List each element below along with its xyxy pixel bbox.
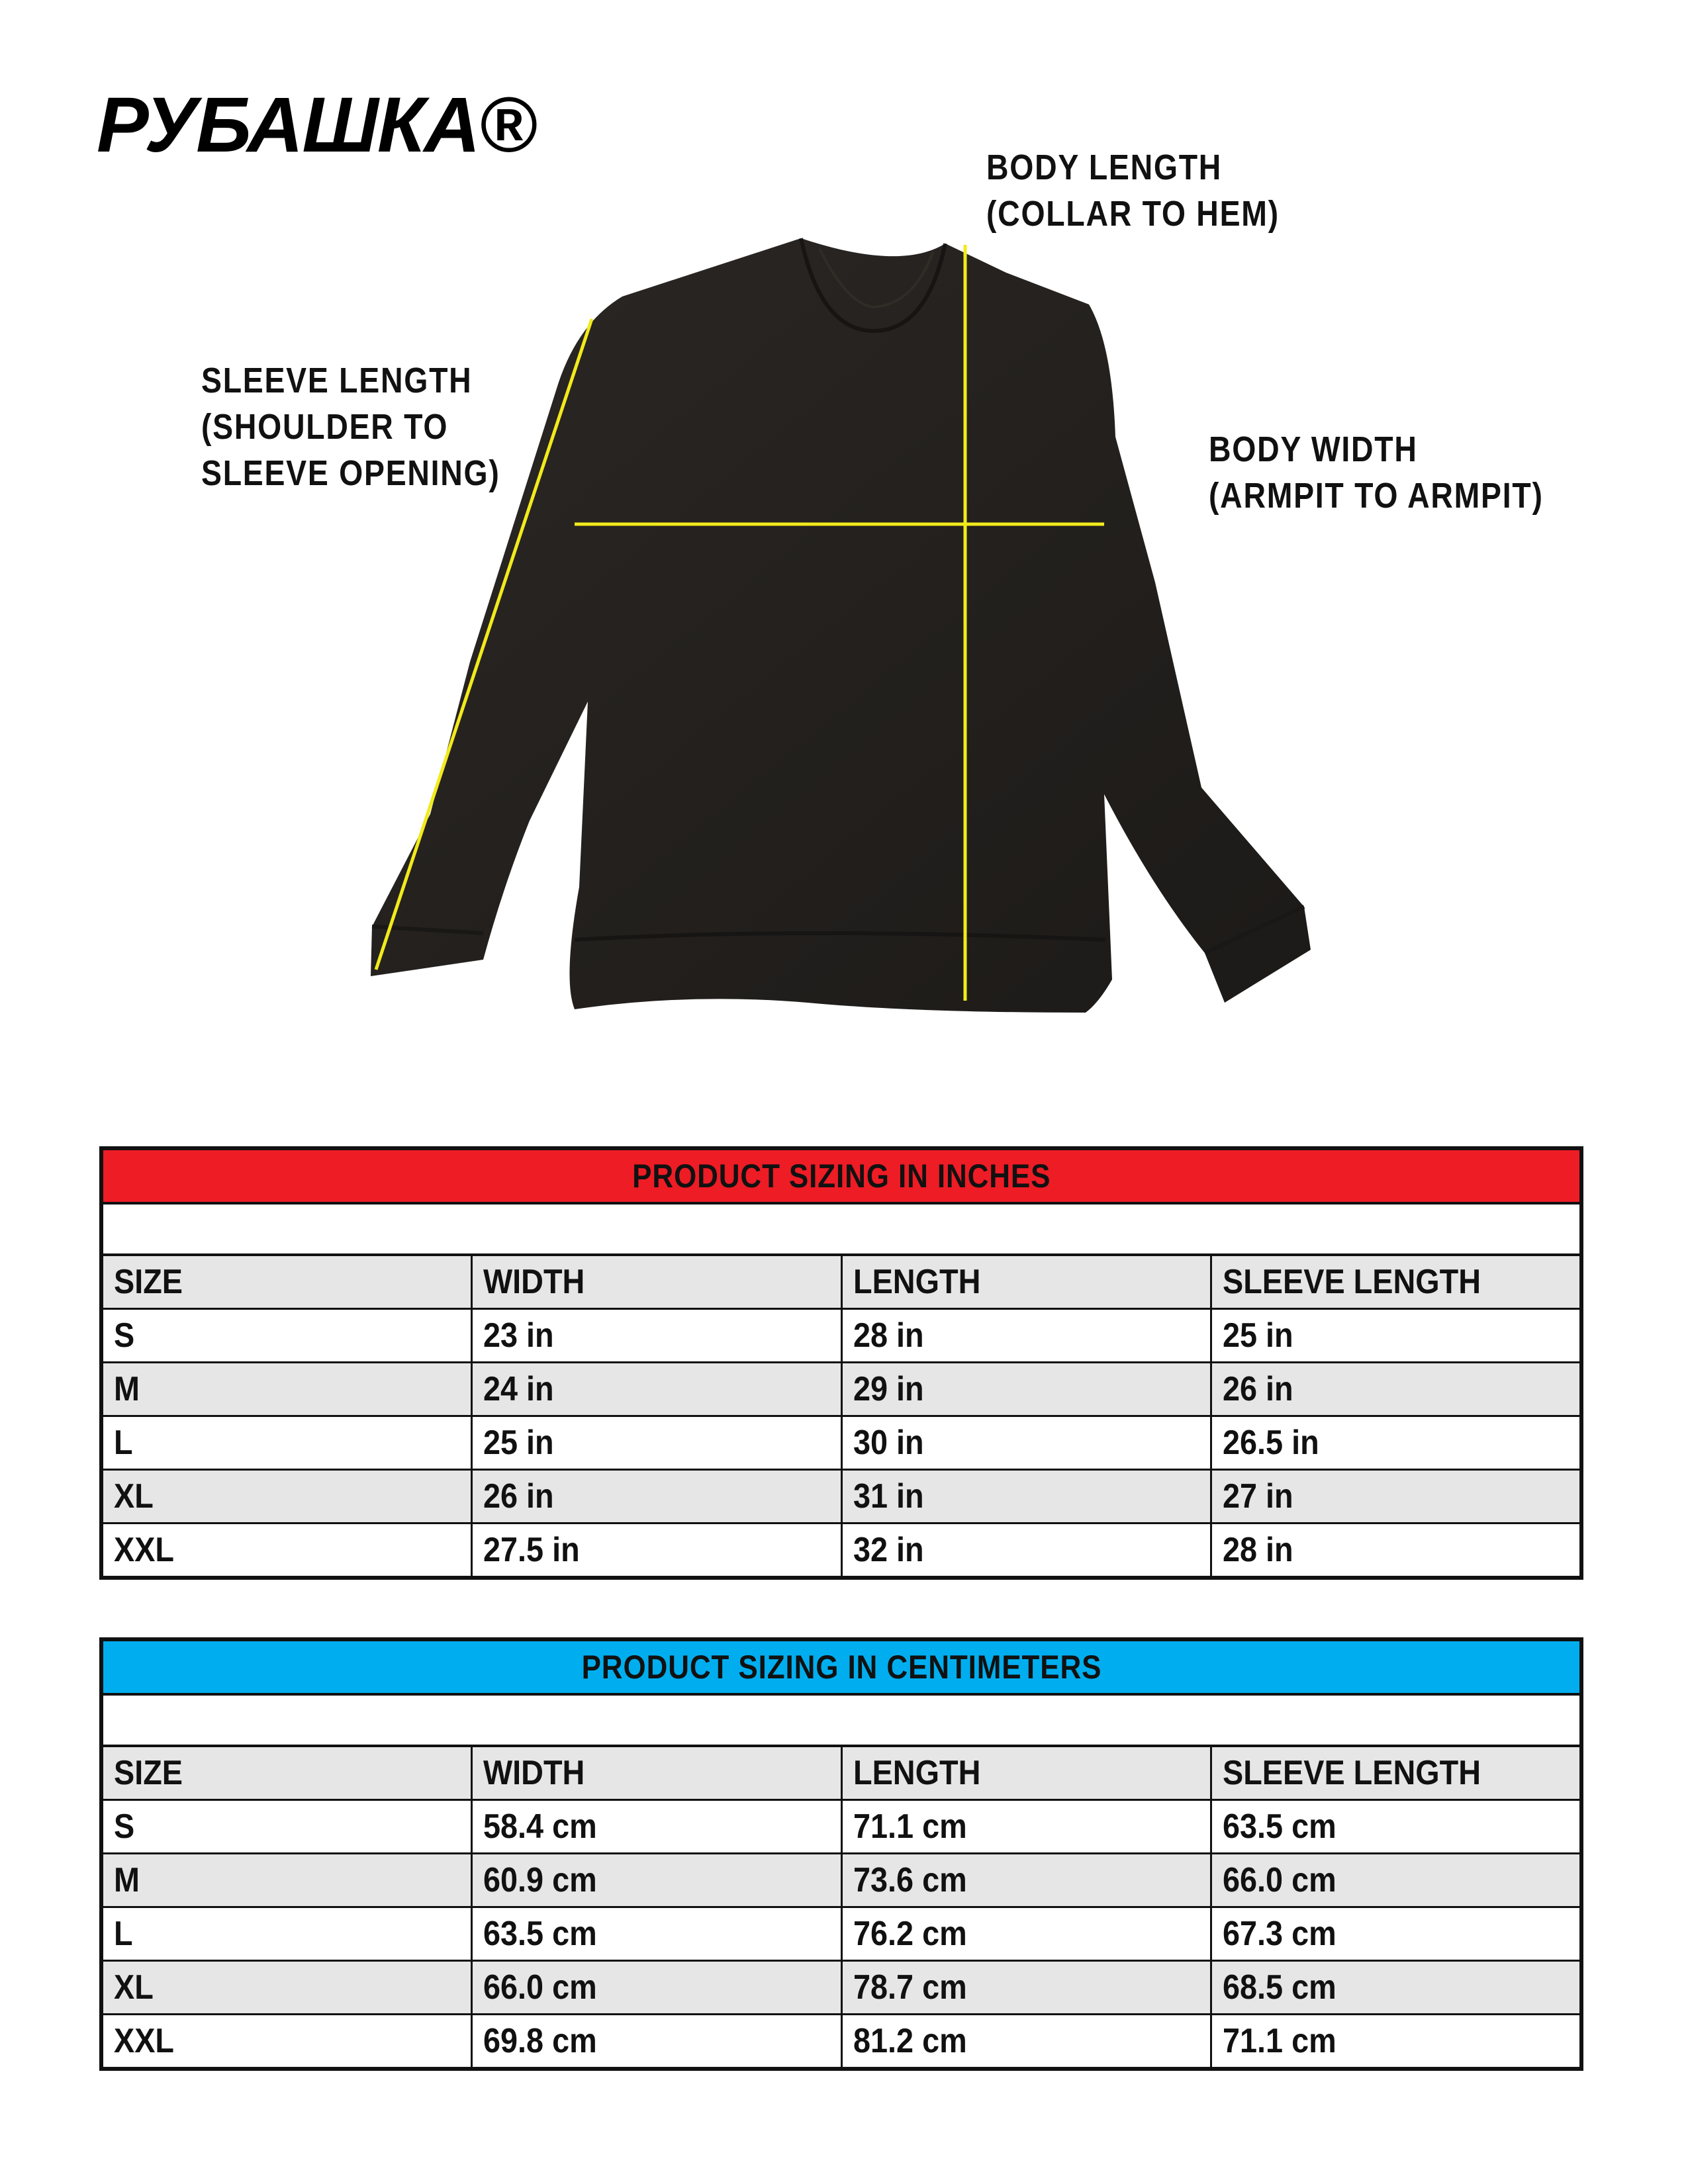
inches-table-spacer: [103, 1205, 1579, 1256]
table-cell: L: [103, 1908, 473, 1960]
sweatshirt-body: [371, 238, 1311, 1013]
table-cell: 27 in: [1222, 1477, 1293, 1516]
table-row: [103, 1310, 1579, 1363]
table-cell: 73.6 cm: [843, 1854, 1212, 1906]
table-cell: 71.1 cm: [843, 1801, 1212, 1852]
body-width-title: BODY WIDTH: [1209, 430, 1418, 469]
table-cell: S: [103, 1801, 473, 1852]
table-row: [103, 1524, 1579, 1576]
sleeve-length-desc-1: (SHOULDER TO: [201, 407, 449, 447]
centimeters-table-title: [103, 1641, 1579, 1696]
table-cell: XL: [103, 1471, 473, 1522]
column-header: SIZE: [103, 1256, 473, 1308]
table-header-row: [103, 1256, 1579, 1310]
sweatshirt-diagram: [344, 225, 1337, 1046]
table-cell: 71.1 cm: [1222, 2022, 1336, 2060]
table-cell: 66.0 cm: [1222, 1861, 1336, 1899]
table-cell: M: [103, 1363, 473, 1415]
table-cell: 27.5 in: [473, 1524, 842, 1576]
table-cell: 25 in: [1222, 1316, 1293, 1355]
column-header: LENGTH: [843, 1256, 1212, 1308]
table-cell: XXL: [103, 1524, 473, 1576]
table-header-row: [103, 1747, 1579, 1801]
table-cell: 26 in: [473, 1471, 842, 1522]
inches-table-title: [103, 1150, 1579, 1205]
table-cell: 78.7 cm: [843, 1962, 1212, 2013]
table-cell: 63.5 cm: [1222, 1807, 1336, 1846]
table-cell: 69.8 cm: [473, 2015, 842, 2067]
table-row: [103, 2015, 1579, 2067]
table-cell: 23 in: [473, 1310, 842, 1361]
column-header: SLEEVE LENGTH: [1222, 1263, 1481, 1301]
table-cell: 60.9 cm: [473, 1854, 842, 1906]
table-cell: 81.2 cm: [843, 2015, 1212, 2067]
body-length-desc: (COLLAR TO HEM): [986, 194, 1280, 234]
table-cell: 63.5 cm: [473, 1908, 842, 1960]
table-cell: 67.3 cm: [1222, 1915, 1336, 1953]
sleeve-length-desc-2: SLEEVE OPENING): [201, 453, 500, 493]
column-header: SLEEVE LENGTH: [1222, 1754, 1481, 1792]
column-header: WIDTH: [473, 1256, 842, 1308]
table-cell: S: [103, 1310, 473, 1361]
table-row: [103, 1854, 1579, 1908]
table-cell: M: [103, 1854, 473, 1906]
table-row: [103, 1471, 1579, 1524]
table-cell: 28 in: [843, 1310, 1212, 1361]
table-cell: 30 in: [843, 1417, 1212, 1469]
table-cell: 66.0 cm: [473, 1962, 842, 2013]
table-row: [103, 1417, 1579, 1471]
column-header: LENGTH: [843, 1747, 1212, 1799]
table-cell: 32 in: [843, 1524, 1212, 1576]
inches-table: [99, 1146, 1583, 1580]
table-cell: XL: [103, 1962, 473, 2013]
table-cell: 26.5 in: [1222, 1424, 1319, 1462]
table-row: [103, 1363, 1579, 1417]
centimeters-table: [99, 1637, 1583, 2071]
column-header: SIZE: [103, 1747, 473, 1799]
column-header: WIDTH: [473, 1747, 842, 1799]
centimeters-title-text: PRODUCT SIZING IN CENTIMETERS: [581, 1649, 1102, 1686]
table-cell: 58.4 cm: [473, 1801, 842, 1852]
brand-logo: РУБАШКА®: [97, 81, 536, 169]
table-cell: L: [103, 1417, 473, 1469]
table-cell: XXL: [103, 2015, 473, 2067]
sleeve-length-title: SLEEVE LENGTH: [201, 361, 473, 400]
table-cell: 31 in: [843, 1471, 1212, 1522]
table-cell: 28 in: [1222, 1531, 1293, 1569]
inches-title-text: PRODUCT SIZING IN INCHES: [632, 1158, 1051, 1195]
body-width-desc: (ARMPIT TO ARMPIT): [1209, 476, 1544, 516]
table-cell: 76.2 cm: [843, 1908, 1212, 1960]
table-cell: 25 in: [473, 1417, 842, 1469]
body-length-title: BODY LENGTH: [986, 148, 1223, 187]
table-row: [103, 1962, 1579, 2015]
body-length-label: [986, 144, 1280, 237]
table-cell: 26 in: [1222, 1370, 1293, 1408]
table-cell: 68.5 cm: [1222, 1968, 1336, 2007]
table-cell: 29 in: [843, 1363, 1212, 1415]
centimeters-table-spacer: [103, 1696, 1579, 1747]
table-row: [103, 1908, 1579, 1962]
table-cell: 24 in: [473, 1363, 842, 1415]
table-row: [103, 1801, 1579, 1854]
